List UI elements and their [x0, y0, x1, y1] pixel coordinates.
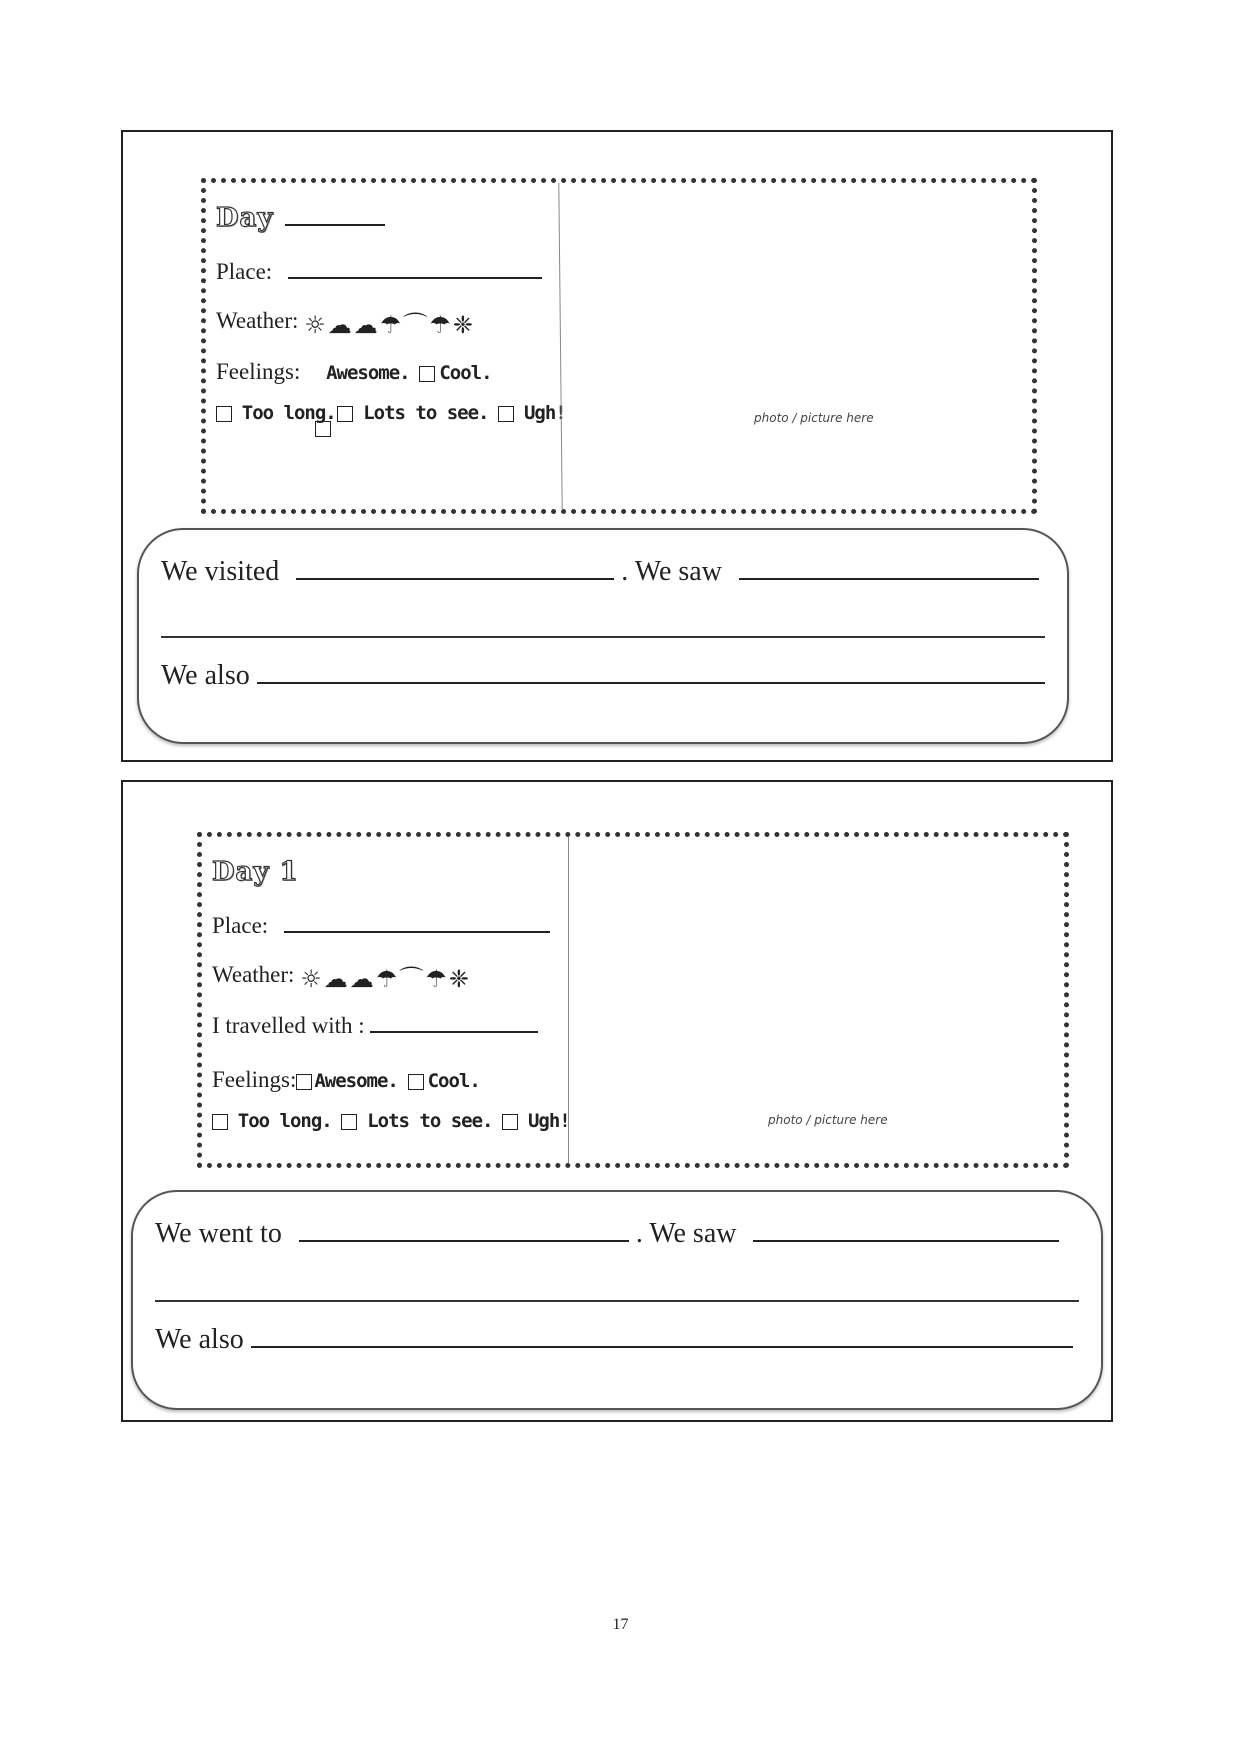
travelled-row [212, 1013, 538, 1039]
feelings-row-2 [216, 399, 566, 425]
option-toolong: Too long. [237, 1110, 332, 1132]
blank-line[interactable] [155, 1300, 1079, 1302]
went-line [155, 1218, 1079, 1250]
day-row [212, 857, 299, 887]
weather-row [216, 305, 475, 340]
panel-divider [558, 183, 562, 509]
day-title: Day 1 [212, 857, 299, 887]
option-awesome: Awesome. [326, 362, 410, 384]
checkbox-awesome[interactable] [296, 1074, 312, 1090]
place-row [216, 259, 542, 285]
place-row [212, 913, 550, 939]
feelings-row [216, 359, 492, 385]
weather-icons: ☼☁☁☂⌒☂❈ [300, 965, 471, 993]
journal-card-2 [121, 780, 1113, 1422]
weather-label: Weather: [216, 307, 299, 333]
saw-blank[interactable] [753, 1218, 1059, 1242]
journal-card-1 [121, 130, 1113, 762]
also-label: We also [161, 660, 250, 691]
weather-icons: ☼☁☁☂⌒☂❈ [304, 311, 475, 339]
option-ugh: Ugh! [527, 1110, 570, 1132]
dotted-frame [201, 178, 1037, 514]
option-lots: Lots to see. [363, 402, 489, 424]
page-number: 17 [612, 1616, 629, 1633]
option-lots: Lots to see. [367, 1110, 493, 1132]
checkbox-cool[interactable] [419, 366, 435, 382]
weather-row [212, 959, 471, 994]
saw-label: . We saw [621, 556, 722, 587]
travelled-blank[interactable] [370, 1013, 538, 1033]
feelings-label: Feelings: [212, 1067, 297, 1092]
went-label: We went to [155, 1218, 282, 1249]
photo-placeholder-label: photo / picture here [768, 1113, 888, 1127]
day-title: Day [216, 203, 274, 233]
checkbox-lots[interactable] [337, 406, 353, 422]
weather-label: Weather: [212, 961, 295, 987]
also-blank[interactable] [257, 660, 1045, 684]
blank-line[interactable] [161, 636, 1045, 638]
option-cool: Cool. [427, 1070, 480, 1092]
also-line [155, 1324, 1079, 1356]
visited-blank[interactable] [296, 556, 614, 580]
checkbox-ugh[interactable] [498, 406, 514, 422]
saw-blank[interactable] [739, 556, 1039, 580]
option-toolong: Too long. [241, 402, 336, 424]
also-blank[interactable] [251, 1324, 1073, 1348]
visited-line [161, 556, 1045, 588]
also-line [161, 660, 1045, 692]
saw-label: . We saw [635, 1218, 737, 1249]
writing-box [137, 528, 1069, 744]
checkbox-toolong[interactable] [212, 1114, 228, 1130]
travelled-label: I travelled with : [212, 1013, 365, 1038]
option-awesome: Awesome. [314, 1070, 398, 1092]
day-blank[interactable] [285, 206, 385, 226]
writing-box [131, 1190, 1103, 1410]
photo-placeholder-label: photo / picture here [754, 411, 874, 425]
checkbox-toolong[interactable] [216, 406, 232, 422]
checkbox-cool[interactable] [408, 1074, 424, 1090]
dotted-frame [197, 832, 1069, 1168]
place-blank[interactable] [284, 913, 550, 933]
also-label: We also [155, 1324, 244, 1355]
feelings-row [212, 1067, 480, 1093]
place-blank[interactable] [288, 259, 542, 279]
checkbox-ugh[interactable] [502, 1114, 518, 1130]
option-ugh: Ugh! [523, 402, 566, 424]
place-label: Place: [212, 913, 269, 938]
panel-divider [568, 837, 569, 1163]
option-cool: Cool. [439, 362, 492, 384]
visited-label: We visited [161, 556, 280, 587]
feelings-row-2 [212, 1107, 570, 1133]
checkbox-lots[interactable] [341, 1114, 357, 1130]
day-row [216, 203, 385, 233]
went-blank[interactable] [299, 1218, 629, 1242]
place-label: Place: [216, 259, 273, 284]
feelings-label: Feelings: [216, 359, 301, 384]
checkbox-stray[interactable] [315, 421, 331, 437]
